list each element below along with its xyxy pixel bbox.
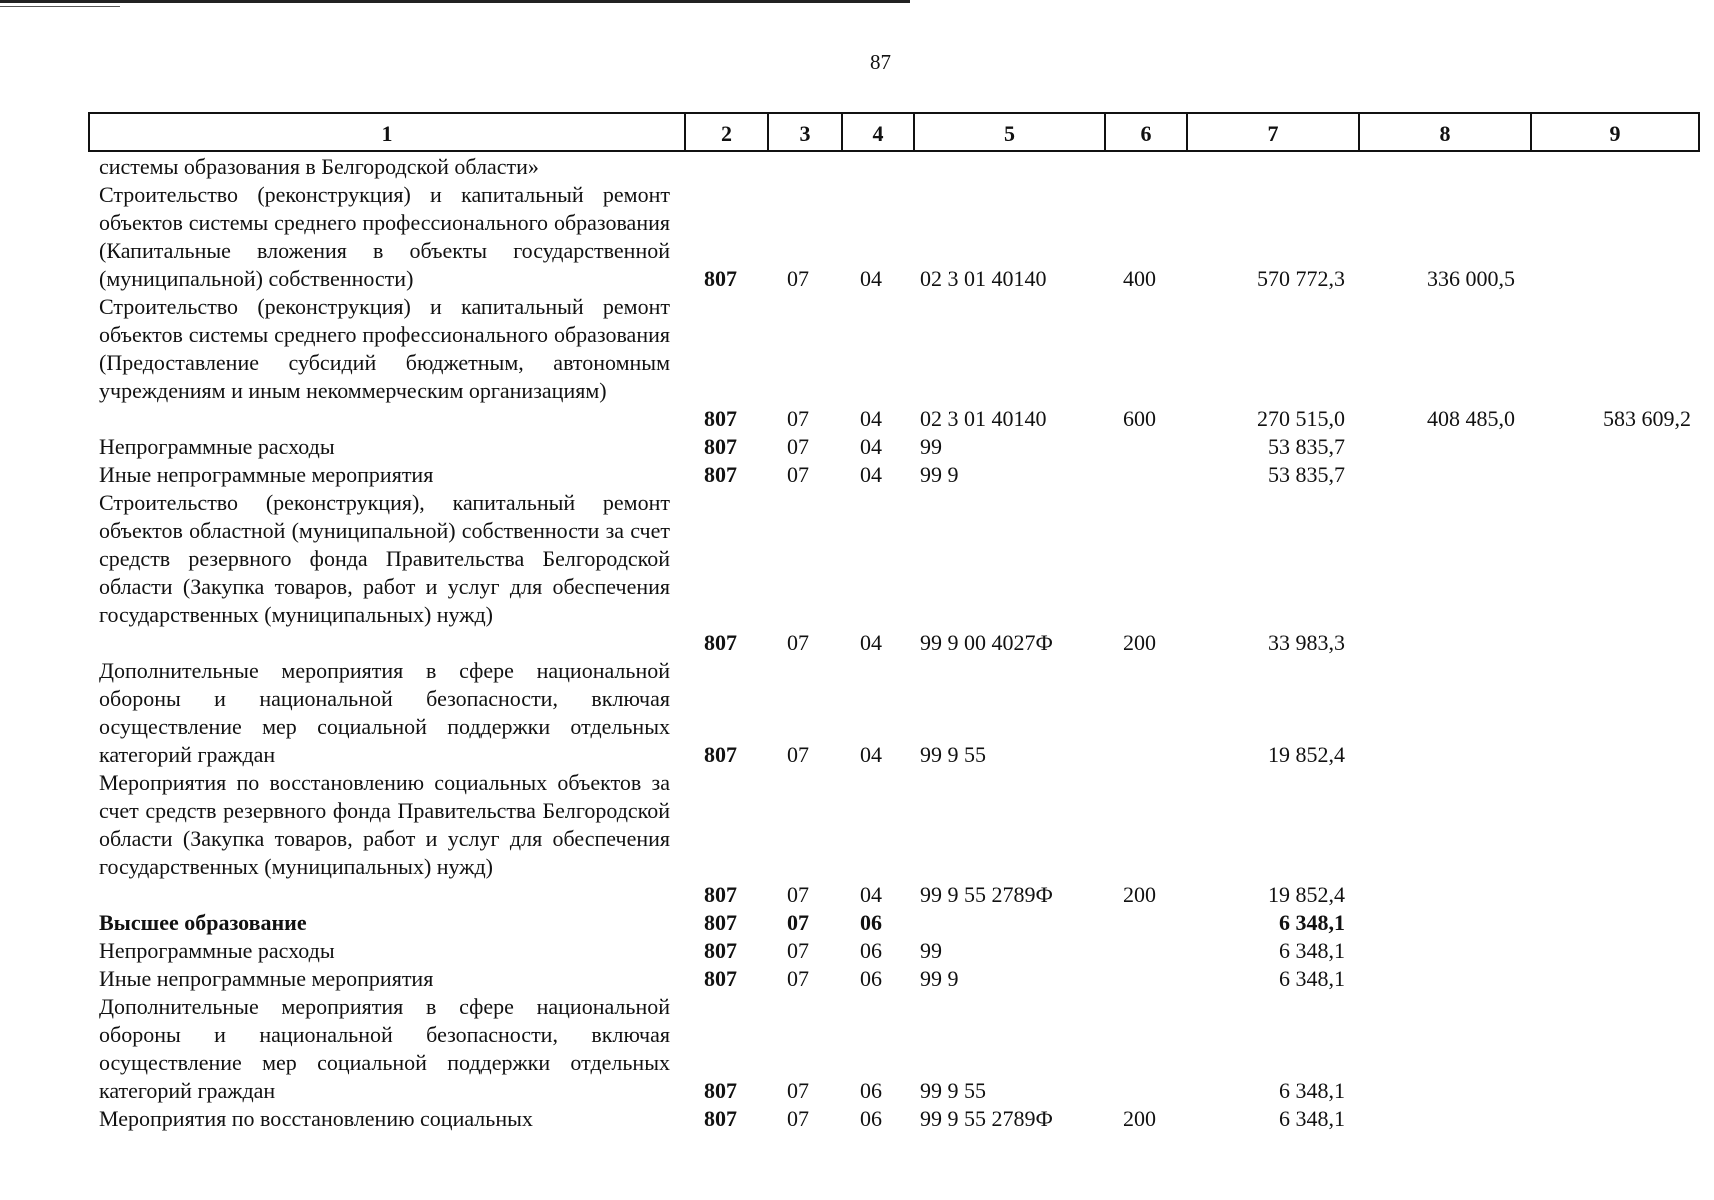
table-row <box>0 937 1714 965</box>
cell-c5: 99 9 55 2789Ф <box>920 882 1053 907</box>
table-row <box>0 1105 1714 1133</box>
table-row <box>0 965 1714 993</box>
cell-c3: 07 <box>787 406 809 431</box>
cell-c2: 807 <box>704 434 737 459</box>
header-col-9: 9 <box>1530 114 1698 150</box>
cell-c4: 06 <box>860 938 882 963</box>
cell-c2: 807 <box>704 266 737 291</box>
cell-c4: 04 <box>860 406 882 431</box>
row-description: Строительство (реконструкция), капитальный ремонт объектов областной (муниципальной) собственности за счет средств резервного фонда Правительства Белгородской области (Закупка товаров, работ и услуг для обеспечения государственных (муниципальных) нужд) <box>99 490 670 627</box>
row-description: Мероприятия по восстановлению социальных <box>99 1106 533 1131</box>
row-description: Дополнительные мероприятия в сфере национальной обороны и национальной безопасности, включая осуществление мер социальной поддержки отдельных категорий граждан <box>99 994 670 1103</box>
cell-c6: 600 <box>1123 406 1156 431</box>
row-description: Строительство (реконструкция) и капитальный ремонт объектов системы среднего профессионального образования (Предоставление субсидий бюджетным, автономным учреждениям и иным некоммерческим организациям) <box>99 294 670 403</box>
cell-c7: 6 348,1 <box>1279 938 1345 963</box>
cell-c4: 04 <box>860 266 882 291</box>
cell-c3: 07 <box>787 966 809 991</box>
cell-c7: 6 348,1 <box>1279 910 1345 935</box>
cell-c4: 04 <box>860 882 882 907</box>
cell-c7: 19 852,4 <box>1268 742 1345 767</box>
row-description: системы образования в Белгородской области» <box>99 154 539 179</box>
row-description: Высшее образование <box>99 910 307 935</box>
header-col-2: 2 <box>684 114 767 150</box>
cell-c2: 807 <box>704 966 737 991</box>
table-row <box>0 769 1714 909</box>
cell-c5: 99 9 <box>920 462 959 487</box>
cell-c9: 583 609,2 <box>1603 406 1691 431</box>
header-col-5: 5 <box>913 114 1104 150</box>
cell-c7: 19 852,4 <box>1268 882 1345 907</box>
table-row <box>0 153 1714 181</box>
cell-c2: 807 <box>704 630 737 655</box>
table-row <box>0 293 1714 433</box>
cell-c8: 408 485,0 <box>1427 406 1515 431</box>
cell-c2: 807 <box>704 742 737 767</box>
row-description: Непрограммные расходы <box>99 938 335 963</box>
cell-c7: 33 983,3 <box>1268 630 1345 655</box>
header-col-8: 8 <box>1358 114 1530 150</box>
cell-c5: 99 <box>920 938 942 963</box>
table-row <box>0 433 1714 461</box>
table-row <box>0 461 1714 489</box>
cell-c7: 570 772,3 <box>1257 266 1345 291</box>
cell-c3: 07 <box>787 882 809 907</box>
cell-c4: 04 <box>860 434 882 459</box>
cell-c7: 53 835,7 <box>1268 434 1345 459</box>
row-description: Дополнительные мероприятия в сфере национальной обороны и национальной безопасности, включая осуществление мер социальной поддержки отдельных категорий граждан <box>99 658 670 767</box>
cell-c3: 07 <box>787 462 809 487</box>
cell-c3: 07 <box>787 742 809 767</box>
cell-c4: 06 <box>860 966 882 991</box>
cell-c4: 04 <box>860 462 882 487</box>
header-col-4: 4 <box>841 114 913 150</box>
cell-c2: 807 <box>704 910 737 935</box>
cell-c7: 6 348,1 <box>1279 1106 1345 1131</box>
cell-c5: 99 9 <box>920 966 959 991</box>
cell-c5: 99 9 55 <box>920 1078 986 1103</box>
cell-c7: 53 835,7 <box>1268 462 1345 487</box>
cell-c5: 99 <box>920 434 942 459</box>
cell-c5: 02 3 01 40140 <box>920 266 1047 291</box>
cell-c8: 336 000,5 <box>1427 266 1515 291</box>
row-description: Иные непрограммные мероприятия <box>99 462 434 487</box>
cell-c4: 06 <box>860 1078 882 1103</box>
cell-c3: 07 <box>787 1106 809 1131</box>
cell-c3: 07 <box>787 266 809 291</box>
row-description: Иные непрограммные мероприятия <box>99 966 434 991</box>
cell-c3: 07 <box>787 938 809 963</box>
cell-c5: 99 9 00 4027Ф <box>920 630 1053 655</box>
row-description: Строительство (реконструкция) и капитальный ремонт объектов системы среднего профессионального образования (Капитальные вложения в объекты государственной (муниципальной) собственности) <box>99 182 670 291</box>
table-row <box>0 993 1714 1105</box>
cell-c2: 807 <box>704 882 737 907</box>
cell-c4: 06 <box>860 910 882 935</box>
scan-artifact-line <box>0 0 910 3</box>
cell-c2: 807 <box>704 938 737 963</box>
table-header <box>88 112 1700 152</box>
cell-c2: 807 <box>704 406 737 431</box>
cell-c6: 200 <box>1123 1106 1156 1131</box>
cell-c7: 270 515,0 <box>1257 406 1345 431</box>
cell-c4: 04 <box>860 742 882 767</box>
cell-c3: 07 <box>787 1078 809 1103</box>
cell-c2: 807 <box>704 462 737 487</box>
cell-c6: 200 <box>1123 630 1156 655</box>
header-col-1: 1 <box>381 121 393 146</box>
table-row <box>0 909 1714 937</box>
cell-c2: 807 <box>704 1078 737 1103</box>
cell-c2: 807 <box>704 1106 737 1131</box>
table-row <box>0 657 1714 769</box>
cell-c3: 07 <box>787 910 809 935</box>
cell-c4: 04 <box>860 630 882 655</box>
cell-c3: 07 <box>787 434 809 459</box>
cell-c5: 99 9 55 <box>920 742 986 767</box>
page-number: 87 <box>870 50 891 74</box>
cell-c5: 99 9 55 2789Ф <box>920 1106 1053 1131</box>
header-col-7: 7 <box>1186 114 1358 150</box>
cell-c7: 6 348,1 <box>1279 966 1345 991</box>
row-description: Мероприятия по восстановлению социальных объектов за счет средств резервного фонда Правительства Белгородской области (Закупка товаров, работ и услуг для обеспечения государственных (муниципальных) нужд) <box>99 770 670 879</box>
header-col-6: 6 <box>1104 114 1186 150</box>
cell-c6: 200 <box>1123 882 1156 907</box>
cell-c5: 02 3 01 40140 <box>920 406 1047 431</box>
row-description: Непрограммные расходы <box>99 434 335 459</box>
cell-c3: 07 <box>787 630 809 655</box>
scan-artifact-line <box>0 6 120 7</box>
header-col-3: 3 <box>767 114 841 150</box>
cell-c7: 6 348,1 <box>1279 1078 1345 1103</box>
table-row <box>0 181 1714 293</box>
cell-c4: 06 <box>860 1106 882 1131</box>
cell-c6: 400 <box>1123 266 1156 291</box>
table-row <box>0 489 1714 657</box>
